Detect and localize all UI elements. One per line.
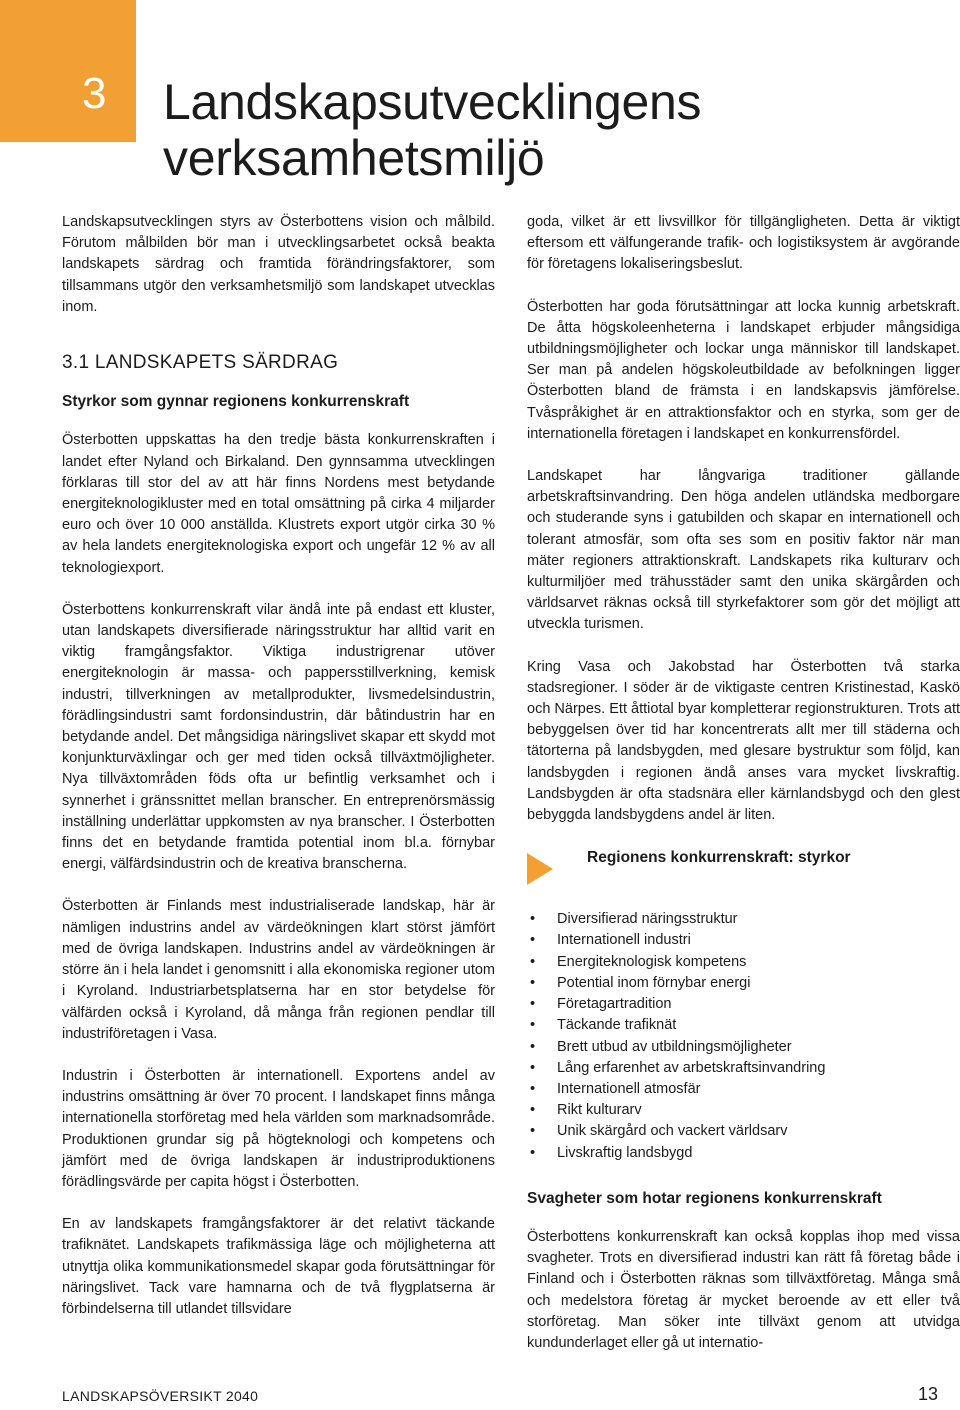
- list-item: • Unik skärgård och vackert världsarv: [527, 1121, 960, 1142]
- chapter-title: [163, 74, 923, 186]
- body-paragraph: Landskapet har långvariga traditioner gällande arbetskraftsinvandring. Den höga andelen utländska medborgare och studerande syns i gatubilden och skapar en internationell och tolerant atmosfär, som ofta ses som en positiv faktor när man mäter regioners attraktionskraft. Landskapets rika kulturarv och kulturmiljöer med trähusstäder samt den unika skärgården och världsarvet räknas också till styrkefaktorer som gör det möjligt att utveckla turismen.: [527, 468, 960, 633]
- list-item: • Internationell atmosfär: [527, 1079, 960, 1100]
- chapter-title-line-1: Landskapsutvecklingens: [163, 74, 702, 130]
- list-item: • Internationell industri: [527, 930, 960, 951]
- strengths-subheading: Styrkor som gynnar regionens konkurrenskraft: [62, 393, 410, 411]
- chapter-number: 3: [82, 69, 107, 118]
- list-item: • Livskraftig landsbygd: [527, 1143, 960, 1164]
- bullet-icon: •: [530, 1123, 536, 1140]
- bullet-icon: •: [530, 996, 536, 1013]
- strengths-list: [527, 909, 960, 1163]
- body-paragraph: goda, vilket är ett livsvillkor för tillgängligheten. Detta är viktigt eftersom ett välfungerande trafik- och logistiksystem är avgörande för företagens lokaliseringsbeslut.: [527, 214, 960, 273]
- page-number: 13: [917, 1384, 938, 1404]
- left-column: [62, 212, 495, 1341]
- section-heading: 3.1 LANDSKAPETS SÄRDRAG: [62, 352, 339, 374]
- weaknesses-heading: Svagheter som hotar regionens konkurrenskraft: [527, 1189, 882, 1207]
- bullet-icon: •: [530, 974, 536, 991]
- bullet-icon: •: [530, 1059, 536, 1076]
- body-paragraph: Österbottens konkurrenskraft vilar ändå inte på endast ett kluster, utan landskapets diversifierade näringsstruktur har alltid varit en viktig framgångsfaktor. Viktiga industrigrenar utöver energiteknologin är massa- och pappersstillverkning, kemisk industri, tillverkningen av metallprodukter, livsmedelsindustrin, förädlingsindustri samt fordonsindustrin, där båtindustrin har en betydande andel. Det mångsidiga näringslivet skapar ett skydd mot konjunkturväxlingar och ger med tiden också tillväxtmöjligheter. Nya tillväxtområden föds ofta ur befintlig verksamhet och i synnerhet i gränssnittet mellan branscher. En entreprenörsmässig inställning underlättar uppkomsten av nya branscher. I Österbotten finns det en betydande framtida potential inom bl.a. förnybar energi, välfärdsindustrin och de kreativa branscherna.: [62, 601, 495, 873]
- body-paragraph: Österbottens konkurrenskraft kan också kopplas ihop med vissa svagheter. Trots en diversifierad industri kan rätt få företag både i Finland och i Österbotten räknas som tillväxtföretag. Många små och medelstora företag är mycket beroende av ett eller två storföretag. Man söker inte tillväxt genom att utvidga kundunderlaget eller gå ut internatio-: [527, 1228, 960, 1351]
- callout-title: Regionens konkurrenskraft: styrkor: [587, 849, 851, 867]
- list-item: • Energiteknologisk kompetens: [527, 952, 960, 973]
- body-paragraph: En av landskapets framgångsfaktorer är det relativt täckande trafiknätet. Landskapets trafikmässiga läge och möjligheterna att utnyttja olika kommunikationsmedel skapar goda förutsättningar för näringslivet. Tack vare hamnarna och de två flygplatserna är förbindelserna till utlandet tillsvidare: [62, 1216, 495, 1317]
- body-paragraph: Österbotten har goda förutsättningar att locka kunnig arbetskraft. De åtta högskoleenheterna i landskapet erbjuder mångsidiga utbildningsmöjligheter och lockar unga människor till landskapet. Ser man på andelen högskoleutbildade av befolkningen ligger Österbotten bland de främsta i en landskapsvis jämförelse. Tvåspråkighet är en attraktionsfaktor och en styrka, som ger de internationella företagen i landskapet en konkurrensfördel.: [527, 298, 960, 442]
- body-paragraph: Österbotten uppskattas ha den tredje bästa konkurrenskraften i landet efter Nyland och Birkaland. Den gynnsamma utvecklingen förklaras till stor del av att här finns Nordens mest betydande energiteknologikluster med en total omsättning på cirka 4 miljarder euro och över 10 000 anställda. Klustrets export utgör cirka 30 % av hela landets energiteknologiska export och ungefär 12 % av all teknologiexport.: [62, 432, 495, 576]
- list-item: • Diversifierad näringsstruktur: [527, 909, 960, 930]
- body-paragraph: Kring Vasa och Jakobstad har Österbotten två starka stadsregioner. I söder är de viktigaste centren Kristinestad, Kaskö och Närpes. Ett åttiotal byar kompletterar regionstrukturen. Trots att bebyggelsen över tid har koncentrerats allt mer till städerna och tätorterna på landsbygden, med glesare bystruktur som följd, kan landsbygden i regionen ändå anses vara mycket livskraftig. Landsbygden är ofta stadsnära eller kärnlandsbygd och den glest bebyggda landsbygdens andel är liten.: [527, 658, 960, 824]
- list-item: • Rikt kulturarv: [527, 1100, 960, 1121]
- bullet-icon: •: [530, 953, 536, 970]
- list-item: • Företagartradition: [527, 994, 960, 1015]
- strengths-callout: [527, 847, 960, 891]
- bullet-icon: •: [530, 1080, 536, 1097]
- list-item: • Brett utbud av utbildningsmöjligheter: [527, 1037, 960, 1058]
- bullet-icon: •: [530, 932, 536, 949]
- body-paragraph: Österbotten är Finlands mest industrialiserade landskap, här är nämligen industrins andel av värdeökningen klart störst jämfört med de övriga landskapen. Industrins andel av värdeökningen är större än i hela landet i genomsnitt i alla ekonomiska regioner utom i Kyroland. Industriarbetsplatserna har en stor betydelse för välfärden också i Kyroland, då många från regionen pendlar till industriföretagen i Vasa.: [62, 898, 495, 1042]
- list-item: • Potential inom förnybar energi: [527, 973, 960, 994]
- bullet-icon: •: [530, 1017, 536, 1034]
- bullet-icon: •: [530, 911, 536, 928]
- list-item: • Lång erfarenhet av arbetskraftsinvandring: [527, 1058, 960, 1079]
- orange-arrow-icon: [527, 853, 553, 885]
- bullet-icon: •: [530, 1144, 536, 1161]
- footer-publication: LANDSKAPSÖVERSIKT 2040: [62, 1388, 259, 1404]
- chapter-number-box: [0, 0, 136, 142]
- right-column: [527, 212, 960, 1375]
- list-item: • Täckande trafiknät: [527, 1015, 960, 1036]
- bullet-icon: •: [530, 1102, 536, 1119]
- intro-paragraph: Landskapsutvecklingen styrs av Österbottens vision och målbild. Förutom målbilden bör man i utvecklingsarbetet också beakta landskapets särdrag och framtida förändringsfaktorer, som tillsammans utgör den verksamhetsmiljö som landskapet utvecklas inom.: [62, 214, 495, 315]
- chapter-title-line-2: verksamhetsmiljö: [163, 130, 545, 186]
- bullet-icon: •: [530, 1038, 536, 1055]
- body-paragraph: Industrin i Österbotten är internationell. Exportens andel av industrins omsättning är över 70 procent. I landskapet finns många internationella storföretag med hela världen som marknadsområde. Produktionen grundar sig på högteknologi och kompetens och jämfört med de övriga landskapen är industriproduktionens förädlingsvärde per capita högst i Österbotten.: [62, 1067, 495, 1190]
